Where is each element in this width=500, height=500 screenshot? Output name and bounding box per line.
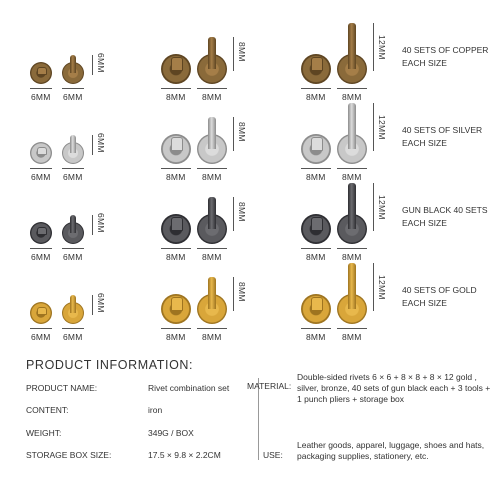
width-measure-line xyxy=(30,248,52,249)
storage-box-size-value: 17.5 × 9.8 × 2.2CM xyxy=(148,450,221,460)
rivet-group-small xyxy=(26,18,122,102)
width-label-right: 8MM xyxy=(202,252,222,262)
width-label-left: 6MM xyxy=(31,332,51,342)
width-label-right: 8MM xyxy=(342,172,362,182)
rivet-post-image xyxy=(37,147,47,155)
rivet-stem-image xyxy=(70,215,76,233)
rivet-post-image xyxy=(37,67,47,75)
height-label: 12MM xyxy=(377,195,387,220)
rivet-stem-image xyxy=(70,55,76,73)
width-label-left: 6MM xyxy=(31,92,51,102)
rivet-post-image xyxy=(311,137,323,151)
row-caption: 40 SETS OF GOLD EACH SIZE xyxy=(402,285,477,308)
width-measure-line xyxy=(301,248,331,249)
height-label: 12MM xyxy=(377,35,387,60)
rivet-stem-image xyxy=(208,117,216,149)
weight-label: WEIGHT: xyxy=(26,428,62,438)
width-label-right: 8MM xyxy=(202,172,222,182)
rivet-group-small xyxy=(26,178,122,262)
rivet-group-small xyxy=(26,98,122,182)
rivet-post-image xyxy=(171,137,183,151)
width-measure-line xyxy=(30,88,52,89)
material-value: Double-sided rivets 6 × 6 + 8 × 8 + 8 × 12 gold , silver, bronze, 40 sets of gun black each + 3 tools + 1 punch pliers + storage box xyxy=(297,372,491,404)
width-measure-line xyxy=(337,248,367,249)
width-label-right: 6MM xyxy=(63,332,83,342)
width-measure-line xyxy=(62,168,84,169)
rivet-group-tall xyxy=(297,178,393,262)
width-measure-line xyxy=(161,88,191,89)
height-label: 8MM xyxy=(237,202,247,222)
rivet-post-image xyxy=(37,307,47,315)
rivet-group-small xyxy=(26,258,122,342)
height-label: 8MM xyxy=(237,282,247,302)
height-label: 12MM xyxy=(377,275,387,300)
width-label-left: 6MM xyxy=(31,172,51,182)
width-label-right: 8MM xyxy=(342,252,362,262)
height-label: 6MM xyxy=(96,133,106,153)
height-label: 8MM xyxy=(237,122,247,142)
rivet-row-gun-black xyxy=(0,178,500,262)
rivet-stem-image xyxy=(348,183,356,229)
rivet-group-mid xyxy=(157,18,253,102)
width-label-right: 6MM xyxy=(63,92,83,102)
width-measure-line xyxy=(161,168,191,169)
rivet-post-image xyxy=(171,297,183,311)
width-measure-line xyxy=(197,168,227,169)
rivet-stem-image xyxy=(208,277,216,309)
width-measure-line xyxy=(30,328,52,329)
width-measure-line xyxy=(301,88,331,89)
height-label: 8MM xyxy=(237,42,247,62)
width-measure-line xyxy=(30,168,52,169)
height-measure-line xyxy=(92,55,93,75)
rivet-group-tall xyxy=(297,98,393,182)
width-label-left: 8MM xyxy=(306,172,326,182)
material-label: MATERIAL: xyxy=(247,381,292,391)
width-label-right: 8MM xyxy=(342,92,362,102)
width-label-right: 6MM xyxy=(63,172,83,182)
rivet-stem-image xyxy=(348,263,356,309)
height-measure-line xyxy=(233,117,234,151)
rivet-post-image xyxy=(311,57,323,71)
width-measure-line xyxy=(197,328,227,329)
rivet-stem-image xyxy=(348,103,356,149)
height-measure-line xyxy=(373,263,374,311)
width-label-right: 8MM xyxy=(202,332,222,342)
width-measure-line xyxy=(197,88,227,89)
width-measure-line xyxy=(301,168,331,169)
storage-box-size-label: STORAGE BOX SIZE: xyxy=(26,450,112,460)
width-label-left: 6MM xyxy=(31,252,51,262)
width-label-left: 8MM xyxy=(166,252,186,262)
width-label-left: 8MM xyxy=(306,332,326,342)
weight-value: 349G / BOX xyxy=(148,428,194,438)
rivet-post-image xyxy=(171,57,183,71)
width-measure-line xyxy=(62,248,84,249)
rivet-group-mid xyxy=(157,178,253,262)
height-label: 6MM xyxy=(96,53,106,73)
height-measure-line xyxy=(233,277,234,311)
row-caption: 40 SETS OF COPPER EACH SIZE xyxy=(402,45,489,68)
content-value: iron xyxy=(148,405,163,415)
use-label: USE: xyxy=(263,450,283,460)
height-measure-line xyxy=(373,23,374,71)
height-label: 6MM xyxy=(96,293,106,313)
rivet-stem-image xyxy=(208,37,216,69)
height-measure-line xyxy=(373,183,374,231)
height-label: 12MM xyxy=(377,115,387,140)
height-measure-line xyxy=(92,215,93,235)
height-measure-line xyxy=(92,295,93,315)
rivet-post-image xyxy=(171,217,183,231)
width-measure-line xyxy=(62,88,84,89)
width-label-left: 8MM xyxy=(166,172,186,182)
rivet-post-image xyxy=(37,227,47,235)
product-name-value: Rivet combination set xyxy=(148,383,230,393)
width-measure-line xyxy=(197,248,227,249)
rivet-group-mid xyxy=(157,258,253,342)
width-measure-line xyxy=(62,328,84,329)
width-label-left: 8MM xyxy=(166,332,186,342)
height-measure-line xyxy=(233,197,234,231)
width-label-right: 6MM xyxy=(63,252,83,262)
rivet-post-image xyxy=(311,217,323,231)
rivet-stem-image xyxy=(348,23,356,69)
height-measure-line xyxy=(92,135,93,155)
rivet-post-image xyxy=(311,297,323,311)
width-measure-line xyxy=(337,168,367,169)
height-label: 6MM xyxy=(96,213,106,233)
row-caption: 40 SETS OF SILVER EACH SIZE xyxy=(402,125,483,148)
width-measure-line xyxy=(301,328,331,329)
rivet-group-mid xyxy=(157,98,253,182)
rivet-stem-image xyxy=(208,197,216,229)
rivet-row-silver xyxy=(0,98,500,182)
row-caption: GUN BLACK 40 SETS EACH SIZE xyxy=(402,205,488,228)
use-value: Leather goods, apparel, luggage, shoes and hats, packaging supplies, stationery, etc. xyxy=(297,440,485,461)
rivet-row-copper xyxy=(0,18,500,102)
width-measure-line xyxy=(337,88,367,89)
width-label-right: 8MM xyxy=(342,332,362,342)
product-name-label: PRODUCT NAME: xyxy=(26,383,98,393)
width-label-left: 8MM xyxy=(166,92,186,102)
height-measure-line xyxy=(233,37,234,71)
product-info-title: PRODUCT INFORMATION: xyxy=(26,358,194,372)
rivet-stem-image xyxy=(70,295,76,313)
width-measure-line xyxy=(161,248,191,249)
width-label-left: 8MM xyxy=(306,252,326,262)
width-measure-line xyxy=(337,328,367,329)
rivet-group-tall xyxy=(297,258,393,342)
height-measure-line xyxy=(373,103,374,151)
width-label-left: 8MM xyxy=(306,92,326,102)
width-label-right: 8MM xyxy=(202,92,222,102)
width-measure-line xyxy=(161,328,191,329)
rivet-stem-image xyxy=(70,135,76,153)
rivet-group-tall xyxy=(297,18,393,102)
rivet-row-gold xyxy=(0,258,500,342)
content-label: CONTENT: xyxy=(26,405,69,415)
